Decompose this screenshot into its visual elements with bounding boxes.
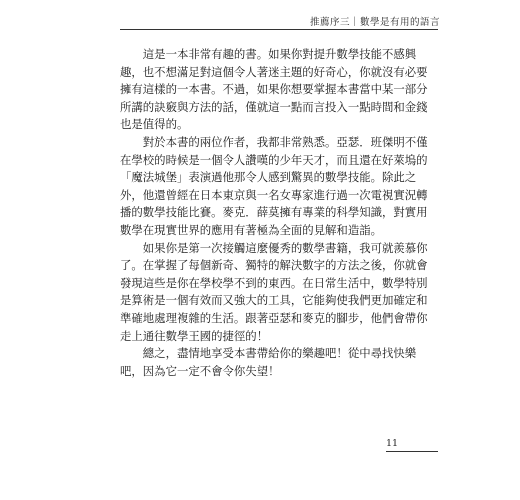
text-line: 走上通往數學王國的捷徑的！: [120, 328, 269, 343]
text-line: 在學校的時候是一個令人讚嘆的少年天才，而且還在好萊塢的: [120, 152, 428, 167]
text-line: 對於本書的兩位作者，我都非常熟悉。亞瑟．班傑明不僅: [120, 134, 428, 149]
text-line: 擁有這樣的一本書。不過，如果你想要掌握本書當中某一部分: [120, 82, 428, 97]
text-line: 是算術是一個有效而又強大的工具，它能夠使我們更加確定和: [120, 293, 428, 308]
text-line: 播的數學技能比賽。麥克．薛莫擁有專業的科學知識，對實用: [120, 205, 428, 220]
text-line: 總之，盡情地享受本書帶給你的樂趣吧！從中尋找快樂: [120, 346, 417, 361]
paragraph-3: [120, 240, 438, 346]
text-line: 也是值得的。: [120, 117, 189, 132]
running-title: 推薦序三｜數學是有用的語言: [309, 17, 440, 28]
paragraph-4: [120, 345, 438, 380]
text-line: 「魔法城堡」表演過他那令人感到驚異的數學技能。除此之: [120, 170, 417, 185]
text-line: 如果你是第一次接觸這麼優秀的數學書籍，我可就羨慕你: [120, 240, 428, 255]
text-line: 發現這些是你在學校學不到的東西。在日常生活中，數學特別: [120, 275, 428, 290]
page-number: 11: [386, 438, 399, 449]
footer-divider: [386, 451, 438, 452]
text-line: 所講的訣竅與方法的話，僅就這一點而言投入一點時間和金錢: [120, 99, 428, 114]
body-text: [120, 46, 438, 380]
text-line: 外，他還曾經在日本東京與一名女專家進行過一次電視實況轉: [120, 187, 428, 202]
text-line: 這是一本非常有趣的書。如果你對提升數學技能不感興: [120, 47, 417, 61]
text-line: 趣，也不想滿足對這個令人著迷主題的好奇心，你就沒有必要: [120, 64, 428, 79]
text-line: 了。在掌握了每個新奇、獨特的解決數字的方法之後，你就會: [120, 258, 428, 273]
paragraph-2: [120, 134, 438, 240]
text-line: 準確地處理複雜的生活。跟著亞瑟和麥克的腳步，他們會帶你: [120, 310, 428, 325]
text-line: 吧，因為它一定不會令你失望！: [120, 363, 280, 378]
paragraph-1: [120, 46, 438, 134]
text-line: 數學在現實世界的應用有著極為全面的見解和造詣。: [120, 222, 382, 237]
header-divider: [120, 29, 438, 30]
